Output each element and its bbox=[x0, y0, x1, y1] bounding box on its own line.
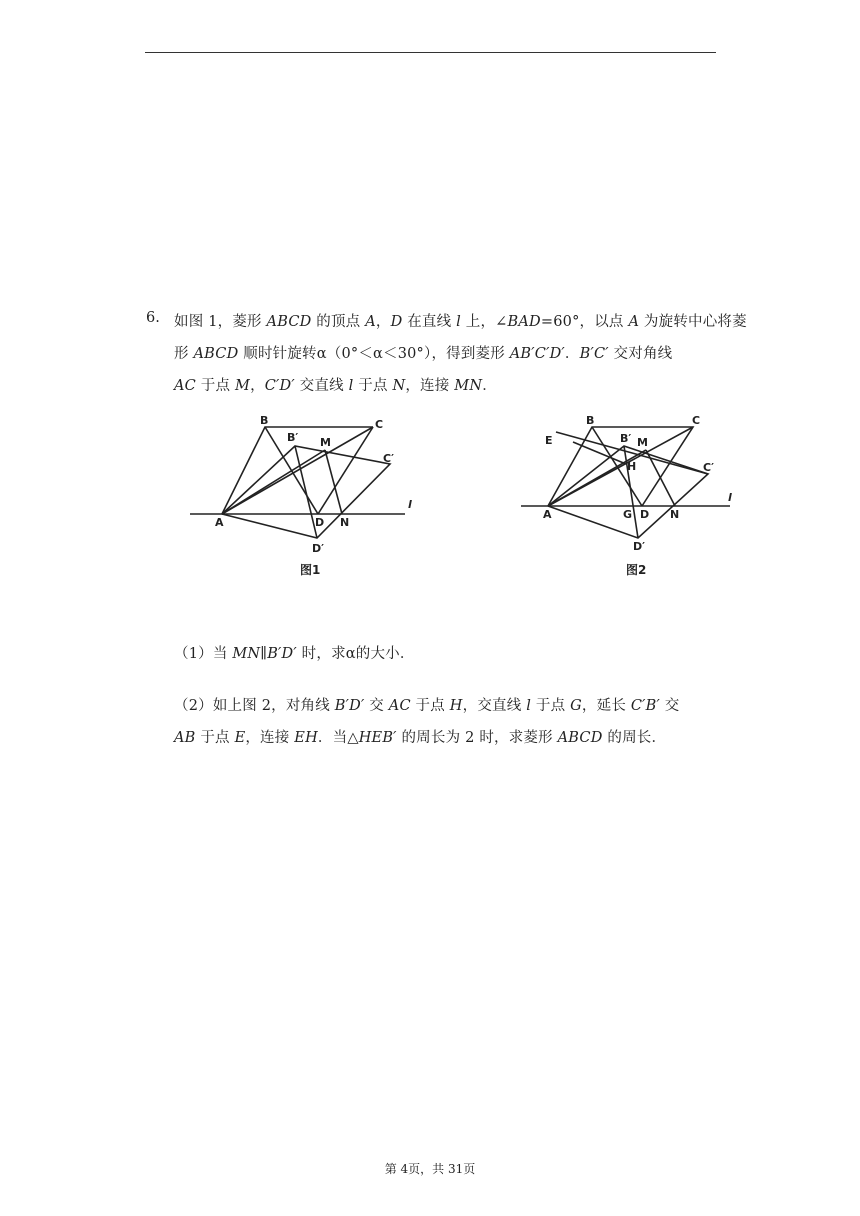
text-run: 为旋转中心将菱 bbox=[639, 314, 747, 330]
math-symbol: AC bbox=[388, 698, 411, 714]
header-rule bbox=[145, 52, 716, 53]
figure-1-caption: 图1 bbox=[300, 563, 321, 577]
label-A: A bbox=[215, 516, 224, 529]
label-C: C bbox=[375, 418, 384, 431]
math-symbol: MN bbox=[232, 646, 261, 662]
math-symbol: l bbox=[456, 314, 461, 330]
math-symbol: B′D′ bbox=[334, 698, 365, 714]
label-l: l bbox=[728, 491, 732, 504]
label-M: M bbox=[637, 436, 648, 449]
figure-1 bbox=[185, 408, 425, 584]
text-run: ． bbox=[482, 378, 497, 394]
math-symbol: E bbox=[234, 730, 246, 746]
math-symbol: D bbox=[390, 314, 403, 330]
text-run: 交对角线 bbox=[608, 346, 673, 362]
segment-EH bbox=[573, 442, 626, 464]
label-D: D bbox=[315, 516, 325, 529]
text-run: 如图 1，菱形 bbox=[174, 314, 267, 330]
math-symbol: M bbox=[235, 378, 251, 394]
text-run: 于点 bbox=[353, 378, 393, 394]
math-symbol: ABCD bbox=[193, 346, 239, 362]
text-run: ， bbox=[250, 378, 265, 394]
label-E: E bbox=[545, 434, 553, 447]
text-run: 交直线 bbox=[294, 378, 349, 394]
text-run: 于点 bbox=[195, 378, 235, 394]
math-symbol: B′D′ bbox=[267, 646, 297, 662]
text-run: ，连接 bbox=[245, 730, 295, 746]
label-B: B bbox=[260, 414, 269, 427]
math-symbol: G bbox=[570, 698, 582, 714]
math-symbol: ABCD bbox=[266, 314, 312, 330]
label-C1: C′ bbox=[383, 452, 394, 465]
label-G: G bbox=[623, 508, 633, 521]
label-A: A bbox=[543, 508, 552, 521]
text-run: 上，∠ bbox=[460, 314, 508, 330]
text-run: ，连接 bbox=[405, 378, 455, 394]
label-M: M bbox=[320, 436, 331, 449]
figure-2-caption: 图2 bbox=[626, 563, 647, 577]
figure-2-diagram bbox=[518, 408, 743, 580]
text-run: 于点 bbox=[531, 698, 571, 714]
math-symbol: N bbox=[392, 378, 406, 394]
math-symbol: HEB′ bbox=[358, 730, 397, 746]
math-symbol: EH bbox=[294, 730, 318, 746]
text-run: ， bbox=[375, 314, 391, 330]
text-run: （1）当 bbox=[174, 646, 233, 662]
text-run: 在直线 bbox=[402, 314, 457, 330]
math-symbol: H bbox=[449, 698, 463, 714]
text-run: ，延长 bbox=[581, 698, 631, 714]
label-B1: B′ bbox=[620, 432, 632, 445]
math-symbol: ABCD bbox=[557, 730, 603, 746]
text-run: 顺时针旋转α（0°＜α＜30°），得到菱形 bbox=[238, 346, 510, 362]
label-N: N bbox=[340, 516, 350, 529]
figure-2 bbox=[518, 408, 743, 584]
page-footer: 第 4页，共 31页 bbox=[384, 1162, 476, 1176]
math-symbol: AB′C′D′ bbox=[509, 346, 565, 362]
math-symbol: AB bbox=[174, 730, 196, 746]
text-run: ∥ bbox=[260, 646, 268, 662]
label-D: D bbox=[640, 508, 650, 521]
question-line-3 bbox=[174, 374, 497, 395]
math-symbol: B′C′ bbox=[579, 346, 609, 362]
label-N: N bbox=[670, 508, 680, 521]
question-line-1 bbox=[174, 310, 747, 331]
text-run: ，交直线 bbox=[462, 698, 527, 714]
math-symbol: A bbox=[628, 314, 640, 330]
text-run: =60°，以点 bbox=[540, 314, 629, 330]
text-run: （2）如上图 2，对角线 bbox=[174, 698, 335, 714]
label-B: B bbox=[586, 414, 595, 427]
subquestion-1 bbox=[174, 642, 415, 663]
text-run: ． bbox=[564, 346, 580, 362]
text-run: 形 bbox=[174, 346, 194, 362]
math-symbol: l bbox=[348, 378, 354, 394]
text-run: 于点 bbox=[410, 698, 450, 714]
text-run: ．当△ bbox=[317, 730, 359, 746]
figure-1-diagram bbox=[185, 408, 425, 580]
math-symbol: C′D′ bbox=[264, 378, 295, 394]
math-symbol: BAD bbox=[507, 314, 541, 330]
text-run: 的顶点 bbox=[311, 314, 366, 330]
label-D1: D′ bbox=[633, 540, 646, 553]
label-C: C bbox=[692, 414, 701, 427]
label-H: H bbox=[627, 460, 637, 473]
subquestion-2-line-2 bbox=[174, 726, 666, 747]
math-symbol: A bbox=[365, 314, 376, 330]
question-number: 6. bbox=[146, 310, 160, 326]
label-l: l bbox=[408, 498, 412, 511]
subquestion-2-line-1 bbox=[174, 694, 680, 715]
text-run: 时，求α的大小． bbox=[296, 646, 415, 662]
diagonal-B1D1 bbox=[295, 446, 317, 538]
text-run: 的周长． bbox=[602, 730, 667, 746]
math-symbol: MN bbox=[454, 378, 483, 394]
math-symbol: AC bbox=[174, 378, 196, 394]
text-run: 交 bbox=[364, 698, 389, 714]
label-C1: C′ bbox=[703, 461, 714, 474]
text-run: 的周长为 2 时，求菱形 bbox=[396, 730, 558, 746]
math-symbol: C′B′ bbox=[630, 698, 660, 714]
math-symbol: l bbox=[526, 698, 532, 714]
text-run: 于点 bbox=[195, 730, 235, 746]
question-line-2 bbox=[174, 342, 672, 363]
text-run: 交 bbox=[659, 698, 680, 714]
label-D1: D′ bbox=[312, 542, 325, 555]
segment-MN bbox=[325, 450, 342, 514]
label-B1: B′ bbox=[287, 431, 299, 444]
